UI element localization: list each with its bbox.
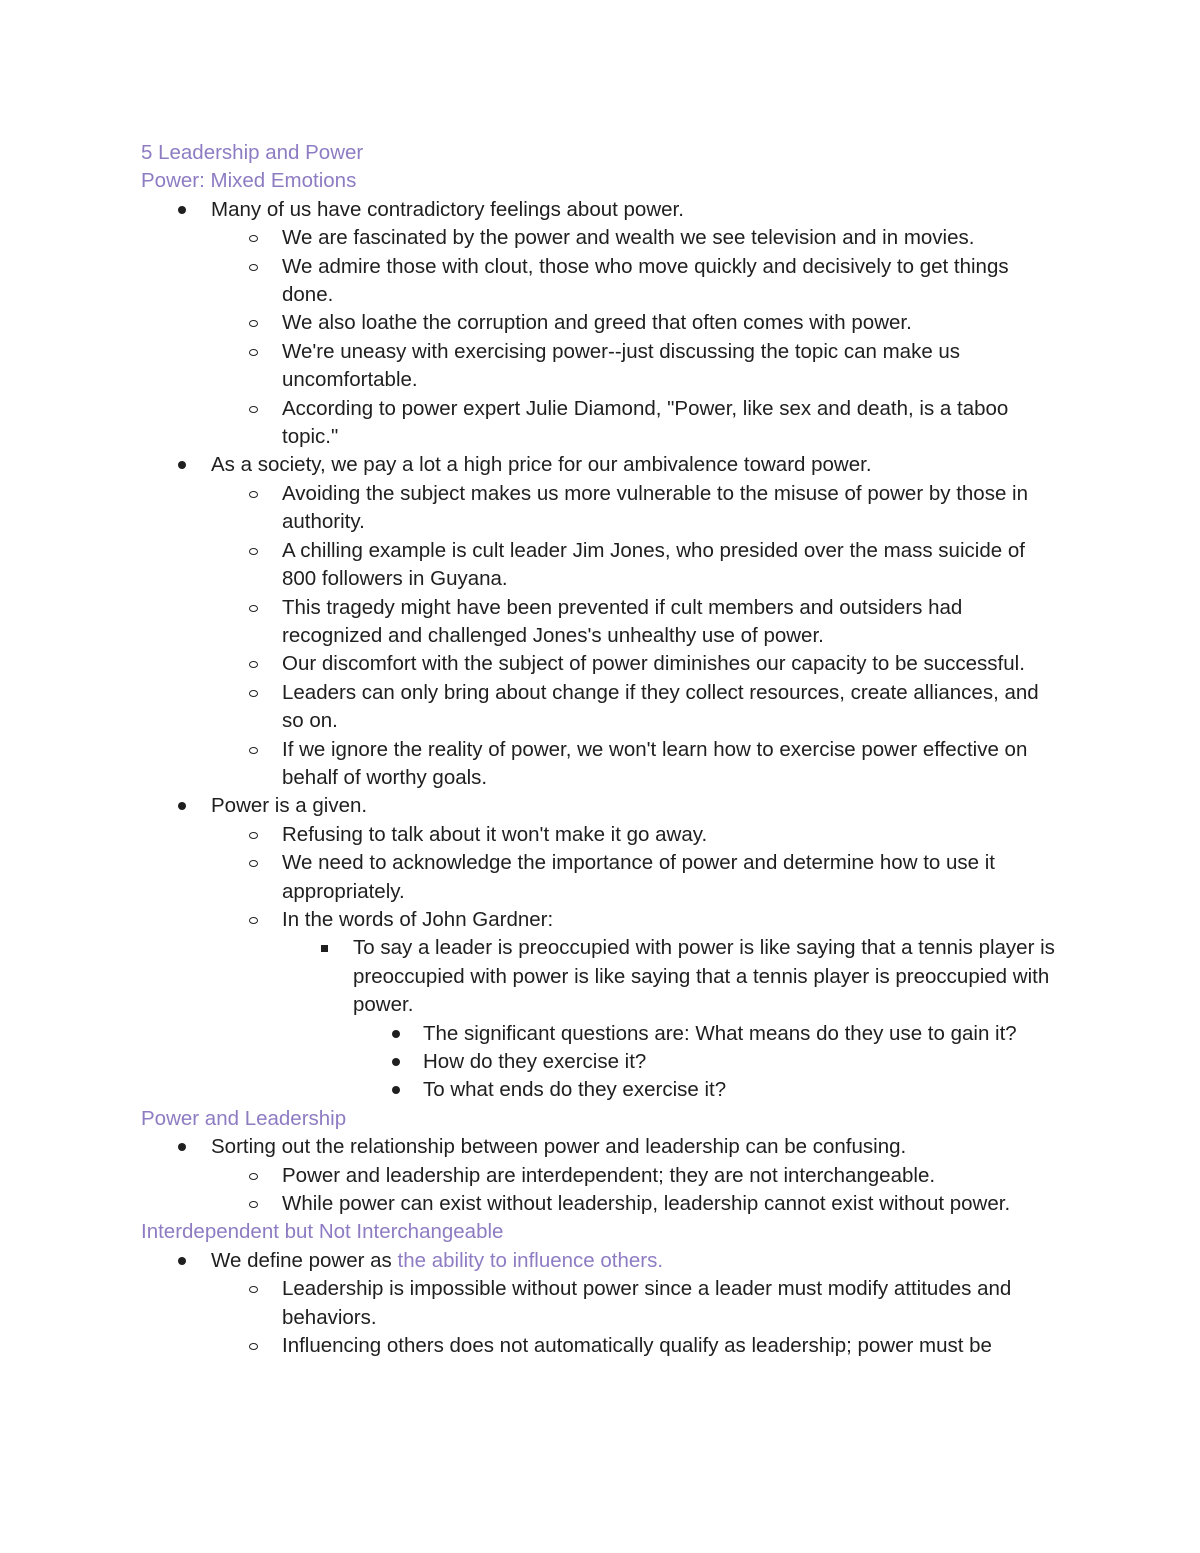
list-item-text: Refusing to talk about it won't make it go away.: [282, 822, 708, 846]
list-item-text: Leadership is impossible without power since a leader must modify attitudes and behaviors.: [282, 1277, 1012, 1329]
list-item-text: Avoiding the subject makes us more vulnerable to the misuse of power by those in authority.: [282, 481, 1028, 534]
list-item-text: Leaders can only bring about change if they collect resources, create alliances, and so on.: [282, 680, 1039, 733]
list-item-text: While power can exist without leadership, leadership cannot exist without power.: [282, 1192, 1011, 1216]
list-item-text: In the words of John Gardner:: [282, 907, 554, 931]
bullet-circle-icon: [249, 917, 258, 924]
list-item: [141, 1162, 1061, 1190]
list-item: [141, 480, 1061, 537]
list-item: [141, 537, 1061, 594]
section-heading: Power and Leadership: [141, 1106, 347, 1130]
bullet-disc-icon: [178, 206, 186, 214]
definition-highlight: the ability to influence others.: [397, 1248, 664, 1272]
list-item-text: [211, 1247, 1061, 1275]
list-item: [141, 309, 1061, 337]
list-item-text: Power is a given.: [211, 794, 368, 818]
bullet-circle-icon: [249, 605, 258, 612]
bullet-disc-icon: [178, 802, 186, 810]
list-item: [141, 849, 1061, 906]
bullet-circle-icon: [249, 1343, 258, 1350]
list-item: [141, 1048, 1061, 1076]
list-item: [141, 679, 1061, 736]
definition-prefix: We define power as: [211, 1248, 398, 1272]
list-item-text: We admire those with clout, those who move quickly and decisively to get things done.: [282, 254, 1009, 307]
quote-text: To say a leader is preoccupied with power is like saying that a tennis player is preoccupied with power is like saying that a tennis player is preoccupied with power.: [353, 936, 1055, 1017]
bullet-circle-icon: [249, 747, 258, 754]
list-item: [141, 224, 1061, 252]
bullet-circle-icon: [249, 491, 258, 498]
bullet-disc-icon: [392, 1058, 400, 1066]
list-item-text: Power and leadership are interdependent; they are not interchangeable.: [282, 1163, 936, 1187]
list-item-text: As a society, we pay a lot a high price for our ambivalence toward power.: [211, 453, 872, 477]
bullet-disc-icon: [392, 1030, 400, 1038]
list-item: [141, 253, 1061, 310]
list-item-text: This tragedy might have been prevented if cult members and outsiders had recognized and challenged Jones's unhealthy use of power.: [282, 595, 963, 647]
list-item-text: Influencing others does not automatically qualify as leadership; power must be: [282, 1334, 992, 1358]
list-item: [141, 906, 1061, 934]
list-item: [141, 338, 1061, 395]
list-item-text: Many of us have contradictory feelings about power.: [211, 197, 684, 221]
list-item-text: How do they exercise it?: [423, 1050, 647, 1073]
bullet-circle-icon: [249, 548, 258, 555]
bullet-circle-icon: [249, 860, 258, 867]
list-item-text: The significant questions are: What means do they use to gain it?: [423, 1021, 1017, 1045]
bullet-circle-icon: [249, 349, 258, 356]
list-item-text: We need to acknowledge the importance of power and determine how to use it appropriately.: [282, 851, 995, 903]
bullet-circle-icon: [249, 320, 258, 327]
bullet-disc-icon: [178, 1257, 186, 1265]
list-item: [141, 650, 1061, 678]
section-heading: Interdependent but Not Interchangeable: [141, 1220, 504, 1244]
list-item: [141, 1133, 1061, 1161]
bullet-circle-icon: [249, 1286, 258, 1293]
list-item-text: Our discomfort with the subject of power diminishes our capacity to be successful.: [282, 652, 1025, 676]
bullet-circle-icon: [249, 264, 258, 271]
list-item: [141, 1332, 1061, 1360]
bullet-disc-icon: [178, 1143, 186, 1151]
bullet-square-icon: [321, 945, 328, 952]
bullet-disc-icon: [178, 461, 186, 469]
document-page: [141, 139, 1061, 1360]
document-title: 5 Leadership and Power: [141, 141, 364, 164]
list-item: [141, 451, 1061, 479]
list-item: [141, 594, 1061, 651]
list-item: [141, 1076, 1061, 1104]
list-item-text: We're uneasy with exercising power--just discussing the topic can make us uncomfortable.: [282, 339, 961, 392]
list-item: [141, 1020, 1061, 1048]
list-item: [141, 196, 1061, 224]
list-item-text: According to power expert Julie Diamond, "Power, like sex and death, is a taboo topic.": [282, 396, 1009, 449]
bullet-circle-icon: [249, 690, 258, 697]
bullet-circle-icon: [249, 661, 258, 668]
bullet-circle-icon: [249, 235, 258, 242]
list-item-text: We are fascinated by the power and wealth we see television and in movies.: [282, 226, 975, 250]
list-item: [141, 1247, 1061, 1275]
list-item: [141, 395, 1061, 452]
list-item-text: Sorting out the relationship between power and leadership can be confusing.: [211, 1135, 907, 1159]
list-item: [141, 934, 1061, 1019]
bullet-circle-icon: [249, 406, 258, 413]
section-heading: Power: Mixed Emotions: [141, 169, 357, 193]
list-item: [141, 1190, 1061, 1218]
list-item-text: If we ignore the reality of power, we won't learn how to exercise power effective on behalf of worthy goals.: [282, 737, 1028, 789]
list-item: [141, 736, 1061, 793]
bullet-disc-icon: [392, 1086, 400, 1094]
list-item: [141, 821, 1061, 849]
list-item: [141, 792, 1061, 820]
list-item-text: We also loathe the corruption and greed that often comes with power.: [282, 311, 912, 335]
list-item-text: To what ends do they exercise it?: [423, 1078, 727, 1102]
bullet-circle-icon: [249, 1201, 258, 1208]
bullet-circle-icon: [249, 1173, 258, 1180]
bullet-circle-icon: [249, 832, 258, 839]
list-item: [141, 1275, 1061, 1332]
list-item-text: A chilling example is cult leader Jim Jones, who presided over the mass suicide of 800 followers in Guyana.: [282, 538, 1025, 591]
